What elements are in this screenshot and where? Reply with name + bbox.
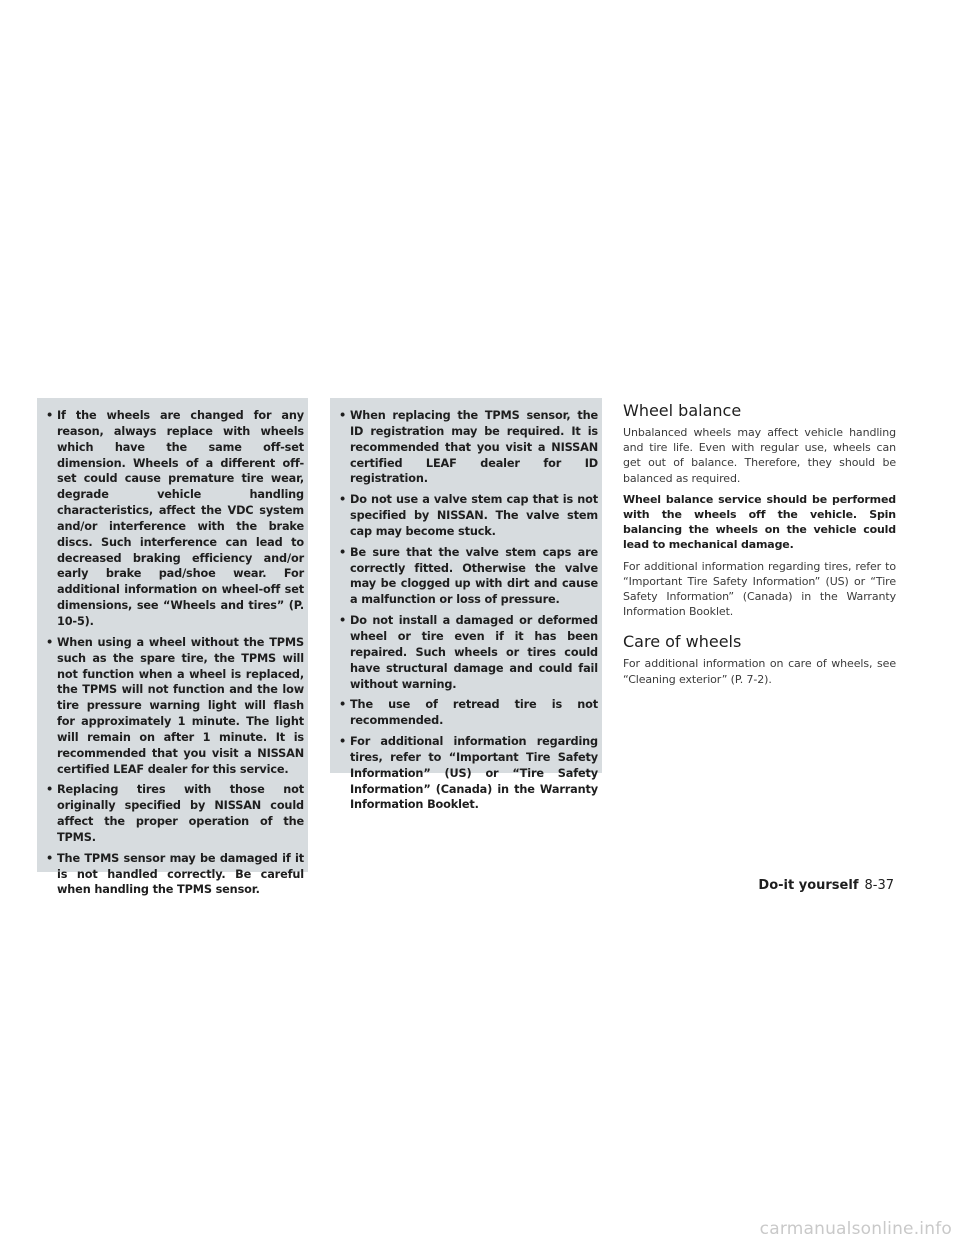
bullet: • <box>46 635 54 649</box>
warning-item <box>46 782 304 845</box>
paragraph: For additional information regarding tires, refer to “Important Tire Safety Information” (US) or “Tire Safety Information” (Canada) in the Warranty Information Booklet. <box>623 559 896 619</box>
bullet: • <box>339 614 347 628</box>
warning-text: When using a wheel without the TPMS such as the spare tire, the TPMS will not function when a wheel is replaced, the TPMS will not function and the low tire pressure warning light will flash for approximately 1 minute. The light will remain on after 1 minute. It is recommended that you visit a NISSAN certified LEAF dealer for this service. <box>57 635 304 776</box>
warning-box-left <box>37 398 308 897</box>
page-number: 8-37 <box>864 878 894 893</box>
bullet: • <box>46 851 54 865</box>
warning-item <box>339 545 598 608</box>
paragraph: Unbalanced wheels may affect vehicle handling and tire life. Even with regular use, wheels can get out of balance. Therefore, they should be balanced as required. <box>623 426 896 485</box>
warning-text: When replacing the TPMS sensor, the ID registration may be required. It is recommended that you visit a NISSAN certified LEAF dealer for ID registration. <box>350 409 598 486</box>
warning-text: Replacing tires with those not originally specified by NISSAN could affect the proper operation of the TPMS. <box>57 783 304 844</box>
warning-item <box>46 851 304 899</box>
bullet: • <box>339 493 347 507</box>
warning-item <box>339 734 598 813</box>
warning-text: Do not use a valve stem cap that is not specified by NISSAN. The valve stem cap may become stuck. <box>350 493 598 538</box>
warning-text: Be sure that the valve stem caps are correctly fitted. Otherwise the valve may be clogged up with dirt and cause a malfunction or loss of pressure. <box>350 545 598 607</box>
warning-text: The use of retread tire is not recommended. <box>350 698 598 728</box>
bullet: • <box>339 409 347 422</box>
page-footer <box>758 876 894 896</box>
warning-text: The TPMS sensor may be damaged if it is not handled correctly. Be careful when handling the TPMS sensor. <box>57 851 304 897</box>
warning-item <box>339 697 598 729</box>
bullet: • <box>46 409 54 422</box>
watermark: carmanualsonline.info <box>759 1219 952 1239</box>
warning-item <box>339 408 598 487</box>
right-column <box>623 400 896 693</box>
bullet: • <box>339 545 347 559</box>
warning-text: For additional information regarding tires, refer to “Important Tire Safety Information” (US) or “Tire Safety Information” (Canada) in the Warranty Information Booklet. <box>350 735 598 812</box>
warning-box-middle <box>330 398 602 812</box>
warning-item <box>46 635 304 778</box>
warning-item <box>339 613 598 692</box>
warning-text: If the wheels are changed for any reason, always replace with wheels which have the same off-set dimension. Wheels of a different off-set could cause premature tire wear, degrade vehicle handling characteristics, affect the VDC system and/or interference with the brake discs. Such interference can lead to decreased braking efficiency and/or early brake pad/shoe wear. For additional information on wheel-off set dimensions, see “Wheels and tires” (P. 10-5). <box>57 409 304 628</box>
bullet: • <box>46 783 54 797</box>
warning-item <box>339 492 598 540</box>
paragraph: For additional information on care of wheels, see “Cleaning exterior” (P. 7-2). <box>623 657 896 686</box>
bullet: • <box>339 698 347 712</box>
paragraph-emphasis: Wheel balance service should be performed with the wheels off the vehicle. Spin balancing the wheels on the vehicle could lead to mechanical damage. <box>623 492 896 552</box>
section-title-wheel-balance: Wheel balance <box>623 401 742 420</box>
bullet: • <box>339 735 347 749</box>
warning-text: Do not install a damaged or deformed wheel or tire even if it has been repaired. Such wheels or tires could have structural damage and could fail without warning. <box>350 614 598 691</box>
warning-item <box>46 408 304 630</box>
footer-section-name: Do-it yourself <box>758 878 859 893</box>
section-title-care-of-wheels: Care of wheels <box>623 632 742 652</box>
